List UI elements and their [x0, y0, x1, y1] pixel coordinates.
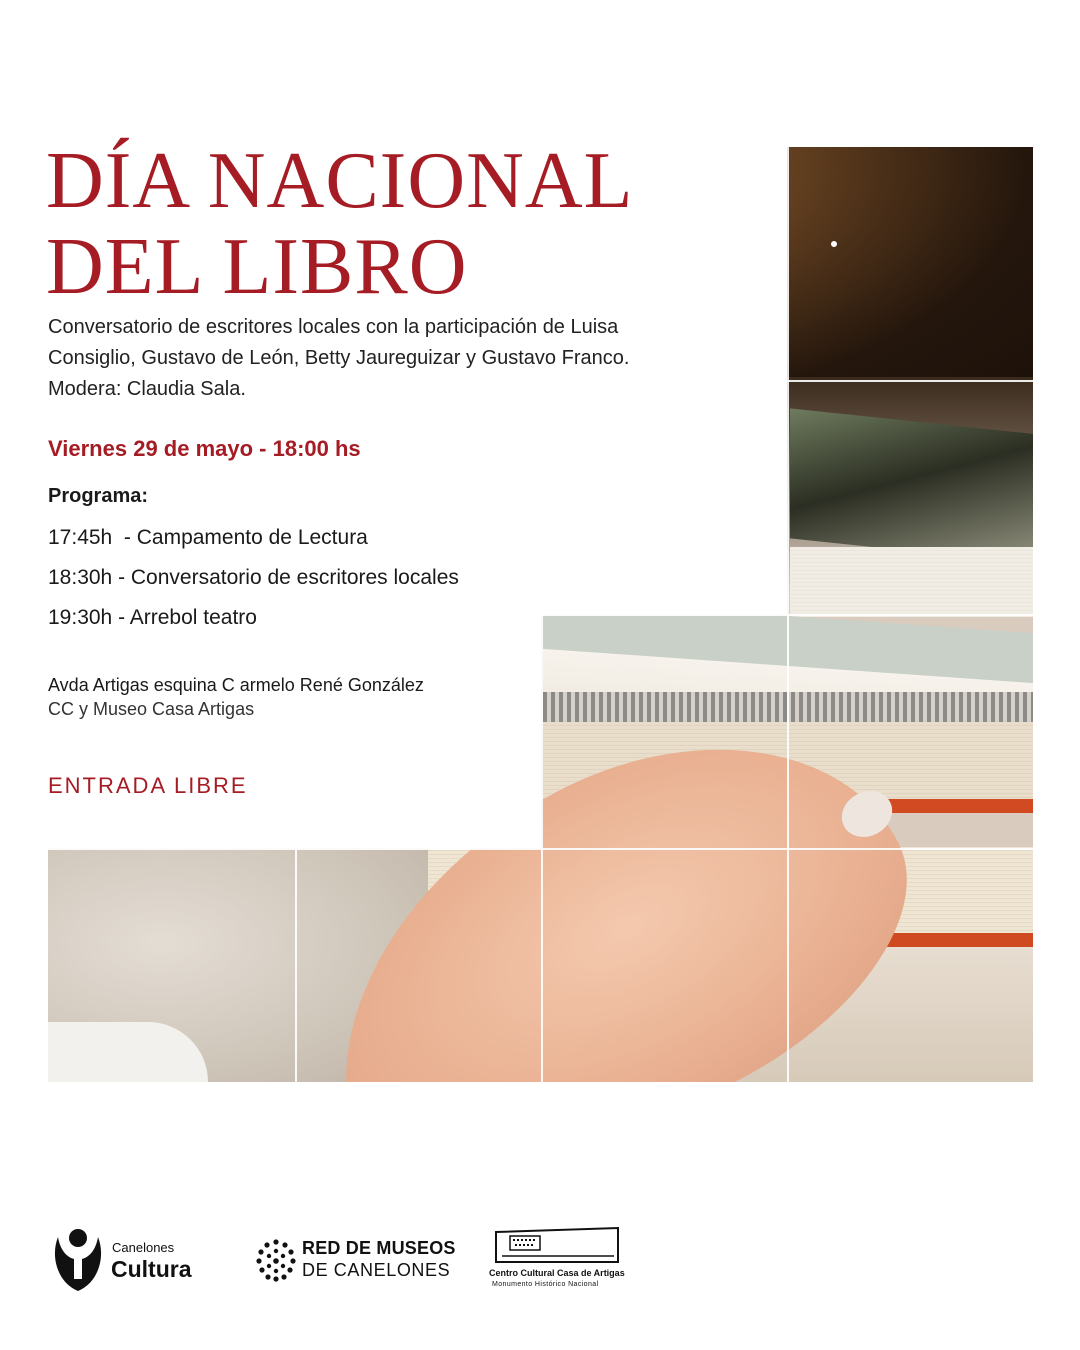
- title-line-1: DÍA NACIONAL: [46, 137, 634, 225]
- red-de-museos-logo-icon: [256, 1238, 296, 1282]
- canelones-label: Canelones: [112, 1240, 175, 1255]
- grid-line: [541, 614, 1033, 616]
- program-list: [48, 522, 459, 642]
- cultura-label: Cultura: [111, 1256, 192, 1282]
- free-entry-label: ENTRADA LIBRE: [48, 773, 248, 798]
- program-heading: Programa:: [48, 485, 149, 507]
- book-top-cover: [790, 408, 1033, 565]
- photo-light-spot: [831, 241, 837, 247]
- casa-artigas-logo: [486, 1226, 626, 1296]
- program-item: 19:30h - Arrebol teatro: [48, 606, 257, 629]
- red-de-museos-line2: DE CANELONES: [302, 1260, 451, 1280]
- event-location: [48, 673, 424, 721]
- canelones-cultura-logo-icon: [52, 1227, 104, 1293]
- casa-artigas-line2: Monumento Histórico Nacional: [492, 1281, 599, 1288]
- grid-line: [295, 848, 297, 1082]
- casa-artigas-logo-icon: [494, 1226, 620, 1266]
- event-date-time: Viernes 29 de mayo - 18:00 hs: [48, 436, 361, 461]
- intro-text: Conversatorio de escritores locales con la participación de Luisa Consiglio, Gustavo de León, Betty Jaureguizar y Gustavo Franco. Modera: Claudia Sala.: [48, 316, 630, 400]
- book-top-pages: [790, 547, 1033, 617]
- poster-title: [46, 138, 634, 310]
- red-de-museos-logo: [256, 1238, 456, 1284]
- red-de-museos-line1: RED DE MUSEOS: [302, 1238, 456, 1258]
- program-item: 18:30h - Conversatorio de escritores locales: [48, 566, 459, 589]
- street-address: Avda Artigas esquina C armelo René González: [48, 675, 424, 695]
- title-line-2: DEL LIBRO: [46, 223, 468, 311]
- grid-line: [787, 380, 1033, 382]
- canelones-cultura-logo: [52, 1227, 222, 1293]
- venue-name: CC y Museo Casa Artigas: [48, 699, 255, 719]
- grid-line: [48, 848, 1033, 850]
- casa-artigas-line1: Centro Cultural Casa de Artigas: [489, 1268, 625, 1278]
- program-item: 17:45h - Campamento de Lectura: [48, 526, 368, 549]
